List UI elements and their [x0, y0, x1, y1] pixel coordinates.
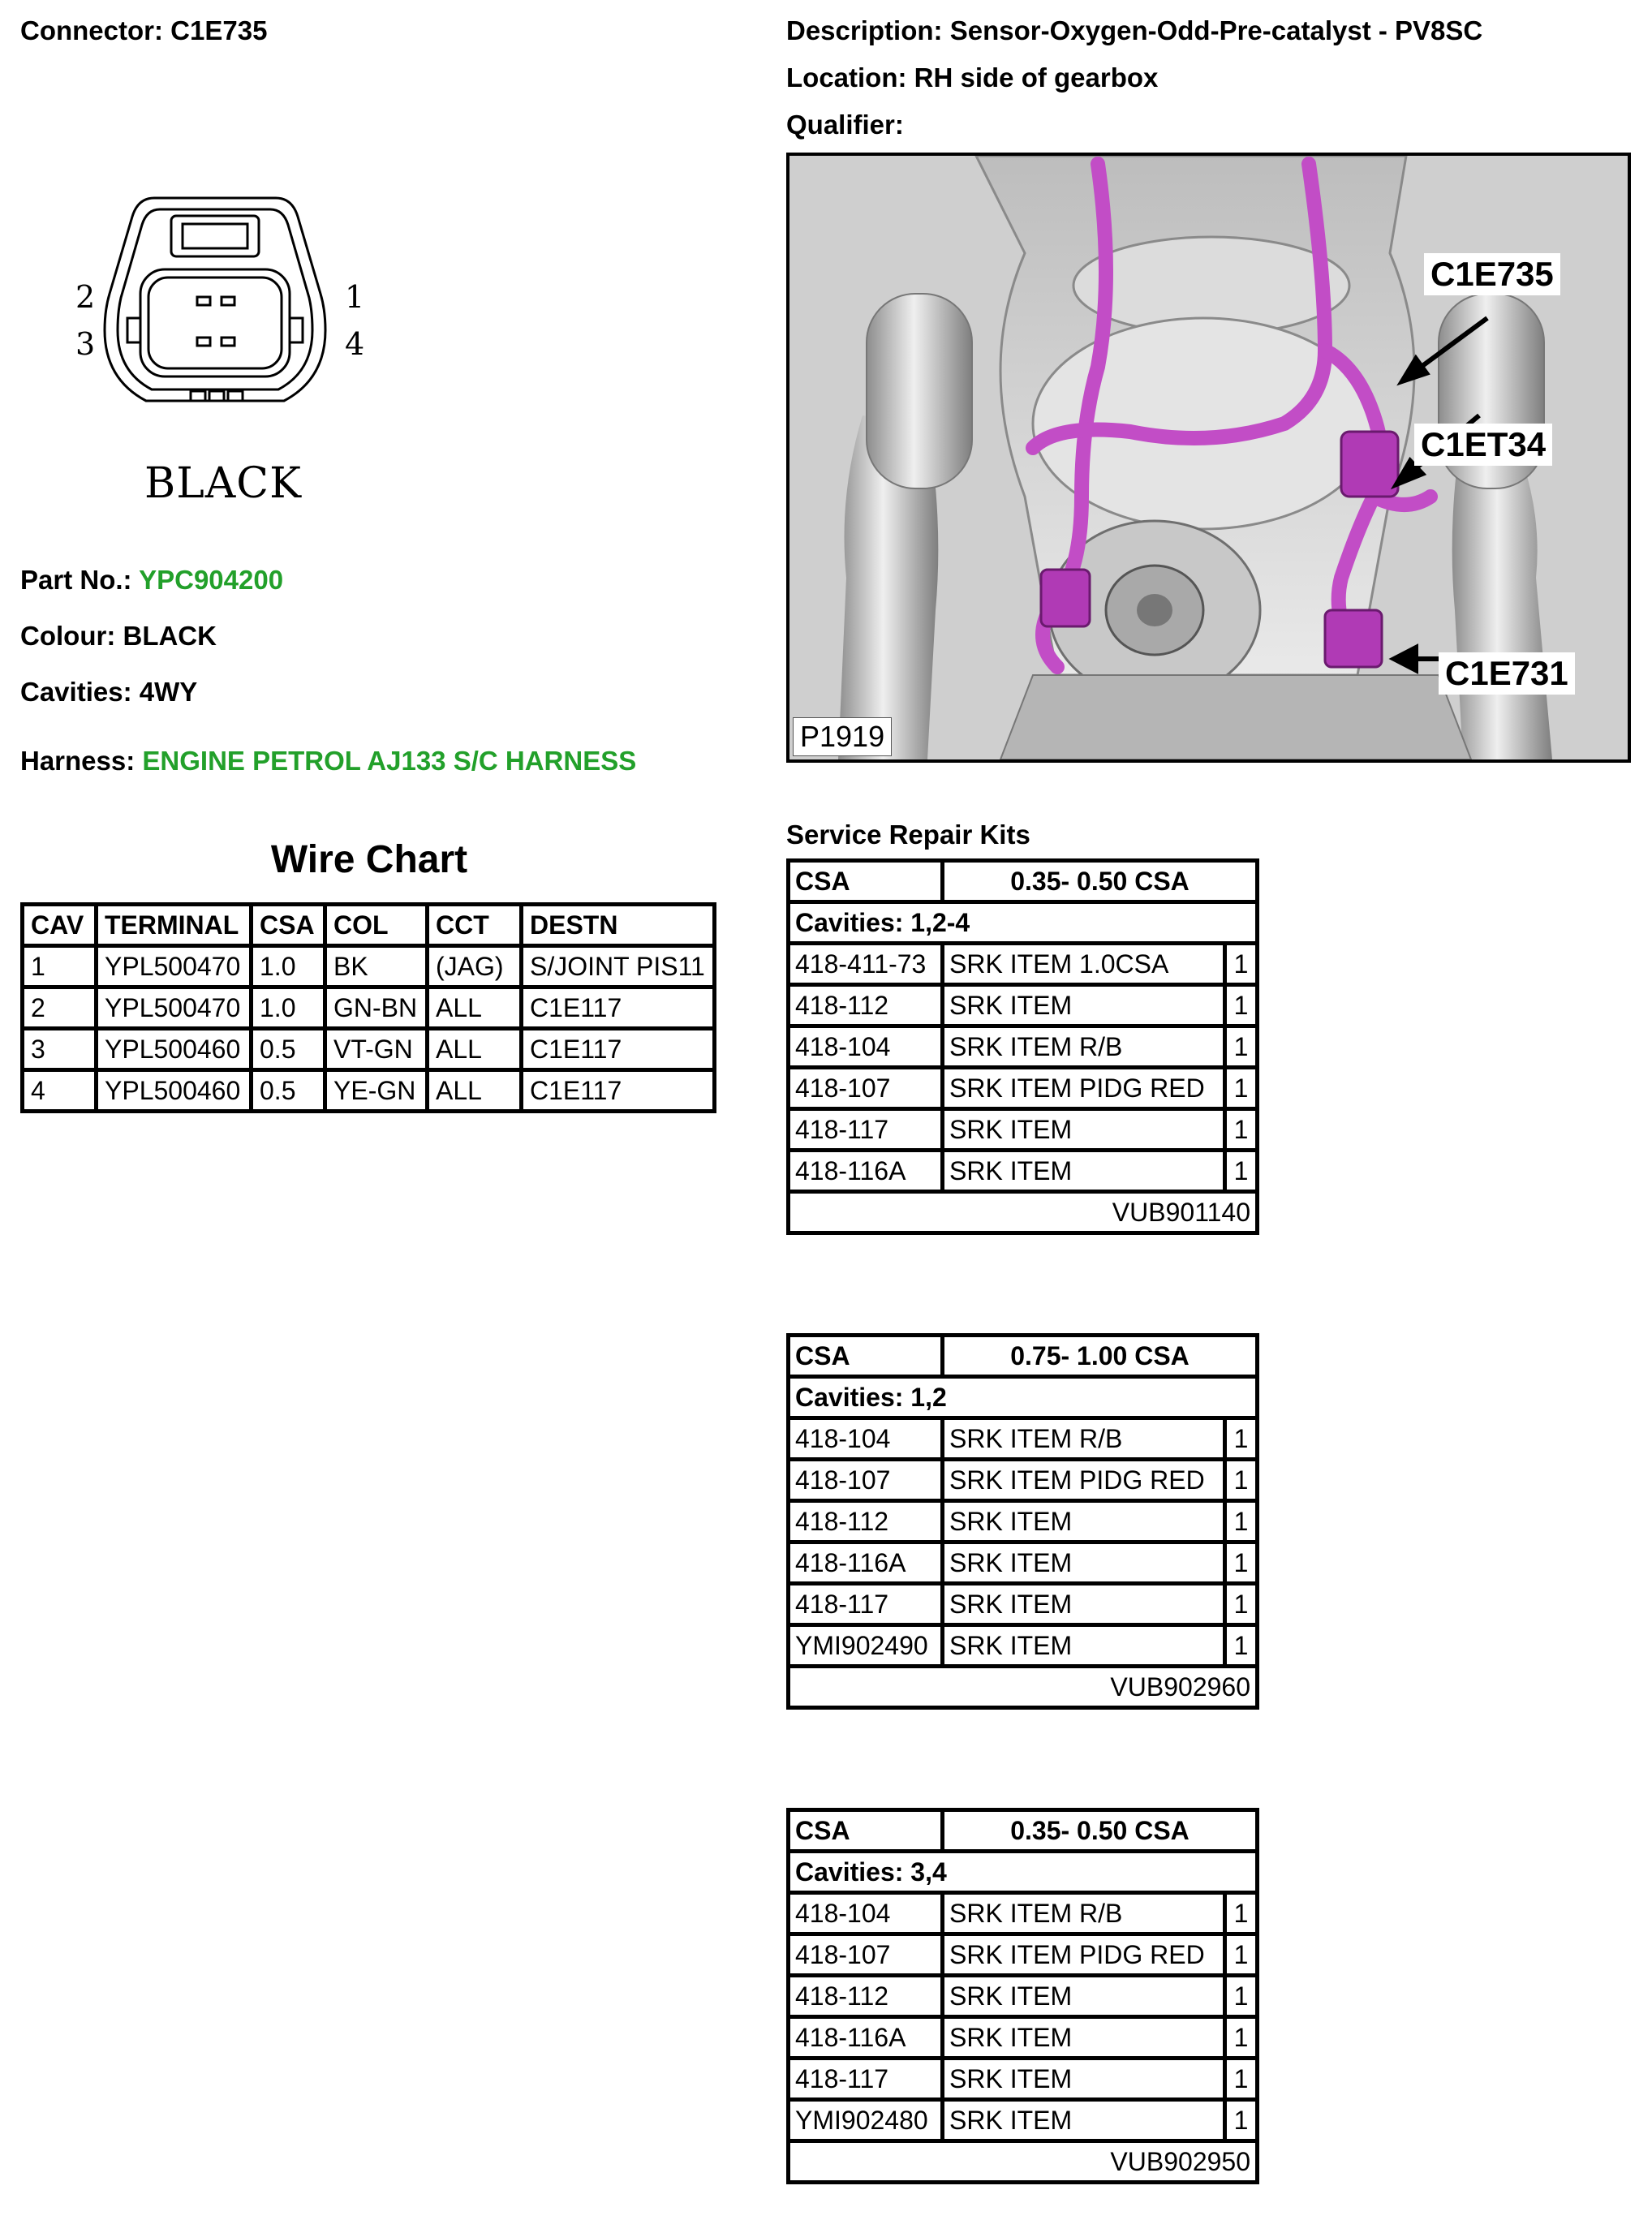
table-row — [789, 2059, 1258, 2100]
connector-colour-caption: BLACK — [144, 459, 302, 508]
callout-c1et34: C1ET34 — [1414, 424, 1552, 466]
table-row — [789, 1068, 1258, 1109]
kit-number-row — [789, 1192, 1258, 1233]
kit-item-description: SRK ITEM — [943, 1542, 1225, 1584]
cct-cell: ALL — [428, 1070, 522, 1112]
kit-csa-label: CSA — [789, 1810, 943, 1852]
cavity-number-1: 1 — [345, 279, 365, 315]
kit-header-row — [789, 1336, 1258, 1377]
part-number-label: Part No.: — [20, 565, 132, 595]
connector-label: Connector: — [20, 15, 163, 45]
kit-part-number: YMI902480 — [789, 2100, 943, 2141]
location-label: Location: — [786, 62, 907, 93]
location-heading — [786, 62, 1158, 94]
kit-item-quantity: 1 — [1225, 1542, 1258, 1584]
kit-item-quantity: 1 — [1225, 1460, 1258, 1501]
qualifier-heading — [786, 109, 904, 141]
kit-part-number: 418-117 — [789, 1109, 943, 1151]
kit-part-number: 418-411-73 — [789, 944, 943, 985]
connector-heading — [20, 15, 267, 47]
kit-item-description: SRK ITEM — [943, 985, 1225, 1026]
kit-item-description: SRK ITEM — [943, 2059, 1225, 2100]
col-cell: BK — [325, 946, 428, 987]
kit-item-description: SRK ITEM — [943, 2017, 1225, 2059]
service-repair-kits-title: Service Repair Kits — [786, 820, 1030, 850]
cavities-label: Cavities: — [20, 677, 132, 707]
table-row — [789, 1976, 1258, 2017]
kit-csa-range: 0.35- 0.50 CSA — [943, 861, 1258, 902]
destn-cell: C1E117 — [522, 987, 715, 1029]
kit-item-quantity: 1 — [1225, 1418, 1258, 1460]
table-row — [789, 1109, 1258, 1151]
kit-part-number: 418-107 — [789, 1068, 943, 1109]
kit-part-number: 418-112 — [789, 985, 943, 1026]
table-row — [789, 1026, 1258, 1068]
table-row — [789, 1418, 1258, 1460]
kit-number-row — [789, 1667, 1258, 1708]
kit-item-description: SRK ITEM — [943, 1976, 1225, 2017]
kit-header-row — [789, 861, 1258, 902]
kit-item-quantity: 1 — [1225, 2059, 1258, 2100]
harness-line — [20, 745, 636, 777]
kit-number-row — [789, 2141, 1258, 2183]
kit-number: VUB902950 — [789, 2141, 1258, 2183]
destn-cell: C1E117 — [522, 1070, 715, 1112]
connector-outline-icon — [77, 188, 353, 432]
kit-item-description: SRK ITEM R/B — [943, 1026, 1225, 1068]
kit-item-description: SRK ITEM — [943, 1625, 1225, 1667]
kit-part-number: 418-104 — [789, 1418, 943, 1460]
repair-kit-2 — [786, 1333, 1255, 1710]
kit-part-number: 418-116A — [789, 1542, 943, 1584]
kit-cavities: Cavities: 3,4 — [789, 1852, 1258, 1893]
cavities-value: 4WY — [139, 677, 198, 707]
wire-chart-title: Wire Chart — [270, 838, 468, 881]
csa-cell: 1.0 — [252, 987, 325, 1029]
kit-part-number: 418-104 — [789, 1026, 943, 1068]
kit-item-quantity: 1 — [1225, 1109, 1258, 1151]
kit-item-description: SRK ITEM PIDG RED — [943, 1934, 1225, 1976]
table-row — [789, 985, 1258, 1026]
kit-part-number: 418-112 — [789, 1501, 943, 1542]
kit-cavities-row — [789, 902, 1258, 944]
table-row — [789, 1934, 1258, 1976]
cav-cell: 2 — [23, 987, 97, 1029]
csa-cell: 1.0 — [252, 946, 325, 987]
callout-c1e731: C1E731 — [1439, 652, 1575, 695]
destn-cell: S/JOINT PIS11 — [522, 946, 715, 987]
table-row — [23, 946, 715, 987]
part-number-link[interactable]: YPC904200 — [139, 565, 284, 595]
kit-header-row — [789, 1810, 1258, 1852]
figure-reference: P1919 — [793, 717, 892, 756]
kit-item-quantity: 1 — [1225, 1625, 1258, 1667]
location-illustration — [786, 153, 1631, 763]
col-header-destn: DESTN — [522, 905, 715, 946]
terminal-cell: YPL500470 — [97, 946, 252, 987]
colour-label: Colour: — [20, 621, 116, 651]
kit-item-description: SRK ITEM — [943, 1151, 1225, 1192]
kit-item-description: SRK ITEM — [943, 1501, 1225, 1542]
csa-cell: 0.5 — [252, 1070, 325, 1112]
cavity-number-4: 4 — [345, 326, 365, 362]
terminal-cell: YPL500460 — [97, 1029, 252, 1070]
table-row — [789, 2017, 1258, 2059]
kit-item-description: SRK ITEM PIDG RED — [943, 1460, 1225, 1501]
cct-cell: (JAG) — [428, 946, 522, 987]
kit-cavities: Cavities: 1,2 — [789, 1377, 1258, 1418]
description-value: Sensor-Oxygen-Odd-Pre-catalyst - PV8SC — [949, 15, 1483, 45]
kit-item-description: SRK ITEM — [943, 1584, 1225, 1625]
harness-link[interactable]: ENGINE PETROL AJ133 S/C HARNESS — [142, 746, 637, 776]
destn-cell: C1E117 — [522, 1029, 715, 1070]
kit-csa-label: CSA — [789, 861, 943, 902]
part-number-line — [20, 564, 283, 596]
cav-cell: 1 — [23, 946, 97, 987]
col-cell: YE-GN — [325, 1070, 428, 1112]
cct-cell: ALL — [428, 1029, 522, 1070]
kit-item-description: SRK ITEM R/B — [943, 1893, 1225, 1934]
cct-cell: ALL — [428, 987, 522, 1029]
terminal-cell: YPL500470 — [97, 987, 252, 1029]
table-row — [789, 2100, 1258, 2141]
kit-item-quantity: 1 — [1225, 2017, 1258, 2059]
wire-chart-header-row — [23, 905, 715, 946]
description-heading — [786, 15, 1482, 47]
kit-part-number: 418-116A — [789, 2017, 943, 2059]
kit-item-quantity: 1 — [1225, 1501, 1258, 1542]
kit-csa-label: CSA — [789, 1336, 943, 1377]
colour-value: BLACK — [123, 621, 217, 651]
table-row — [789, 944, 1258, 985]
cav-cell: 3 — [23, 1029, 97, 1070]
kit-cavities-row — [789, 1377, 1258, 1418]
callout-c1e735: C1E735 — [1424, 253, 1560, 295]
col-cell: VT-GN — [325, 1029, 428, 1070]
kit-part-number: YMI902490 — [789, 1625, 943, 1667]
table-row — [23, 1029, 715, 1070]
kit-item-description: SRK ITEM R/B — [943, 1418, 1225, 1460]
table-row — [789, 1151, 1258, 1192]
table-row — [789, 1893, 1258, 1934]
cavity-number-3: 3 — [75, 326, 96, 362]
kit-number: VUB902960 — [789, 1667, 1258, 1708]
kit-number: VUB901140 — [789, 1192, 1258, 1233]
col-header-terminal: TERMINAL — [97, 905, 252, 946]
kit-part-number: 418-117 — [789, 2059, 943, 2100]
kit-item-quantity: 1 — [1225, 1934, 1258, 1976]
colour-line — [20, 620, 217, 652]
table-row — [789, 1460, 1258, 1501]
col-header-csa: CSA — [252, 905, 325, 946]
table-row — [789, 1501, 1258, 1542]
kit-cavities-row — [789, 1852, 1258, 1893]
col-header-col: COL — [325, 905, 428, 946]
kit-item-quantity: 1 — [1225, 1151, 1258, 1192]
table-row — [23, 1070, 715, 1112]
qualifier-label: Qualifier: — [786, 110, 904, 140]
connector-value: C1E735 — [170, 15, 268, 45]
kit-item-description: SRK ITEM PIDG RED — [943, 1068, 1225, 1109]
kit-part-number: 418-117 — [789, 1584, 943, 1625]
kit-part-number: 418-107 — [789, 1934, 943, 1976]
kit-item-quantity: 1 — [1225, 985, 1258, 1026]
repair-kit-3 — [786, 1808, 1255, 2184]
kit-csa-range: 0.75- 1.00 CSA — [943, 1336, 1258, 1377]
kit-part-number: 418-116A — [789, 1151, 943, 1192]
kit-item-quantity: 1 — [1225, 2100, 1258, 2141]
cavities-line — [20, 676, 197, 708]
csa-cell: 0.5 — [252, 1029, 325, 1070]
repair-kit-1 — [786, 858, 1255, 1235]
kit-item-quantity: 1 — [1225, 1068, 1258, 1109]
connector-face-diagram — [75, 188, 365, 432]
kit-item-quantity: 1 — [1225, 1026, 1258, 1068]
kit-item-description: SRK ITEM — [943, 2100, 1225, 2141]
wire-chart-table — [20, 902, 716, 1113]
kit-item-description: SRK ITEM 1.0CSA — [943, 944, 1225, 985]
kit-part-number: 418-104 — [789, 1893, 943, 1934]
harness-label: Harness: — [20, 746, 136, 776]
table-row — [789, 1625, 1258, 1667]
kit-item-quantity: 1 — [1225, 1976, 1258, 2017]
kit-csa-range: 0.35- 0.50 CSA — [943, 1810, 1258, 1852]
location-value: RH side of gearbox — [914, 62, 1159, 93]
table-row — [23, 987, 715, 1029]
cavity-number-2: 2 — [75, 279, 96, 315]
col-header-cct: CCT — [428, 905, 522, 946]
terminal-cell: YPL500460 — [97, 1070, 252, 1112]
table-row — [789, 1584, 1258, 1625]
kit-item-quantity: 1 — [1225, 1584, 1258, 1625]
description-label: Description: — [786, 15, 943, 45]
col-header-cav: CAV — [23, 905, 97, 946]
cav-cell: 4 — [23, 1070, 97, 1112]
col-cell: GN-BN — [325, 987, 428, 1029]
kit-item-quantity: 1 — [1225, 944, 1258, 985]
kit-part-number: 418-112 — [789, 1976, 943, 2017]
table-row — [789, 1542, 1258, 1584]
kit-item-description: SRK ITEM — [943, 1109, 1225, 1151]
kit-part-number: 418-107 — [789, 1460, 943, 1501]
kit-item-quantity: 1 — [1225, 1893, 1258, 1934]
kit-cavities: Cavities: 1,2-4 — [789, 902, 1258, 944]
